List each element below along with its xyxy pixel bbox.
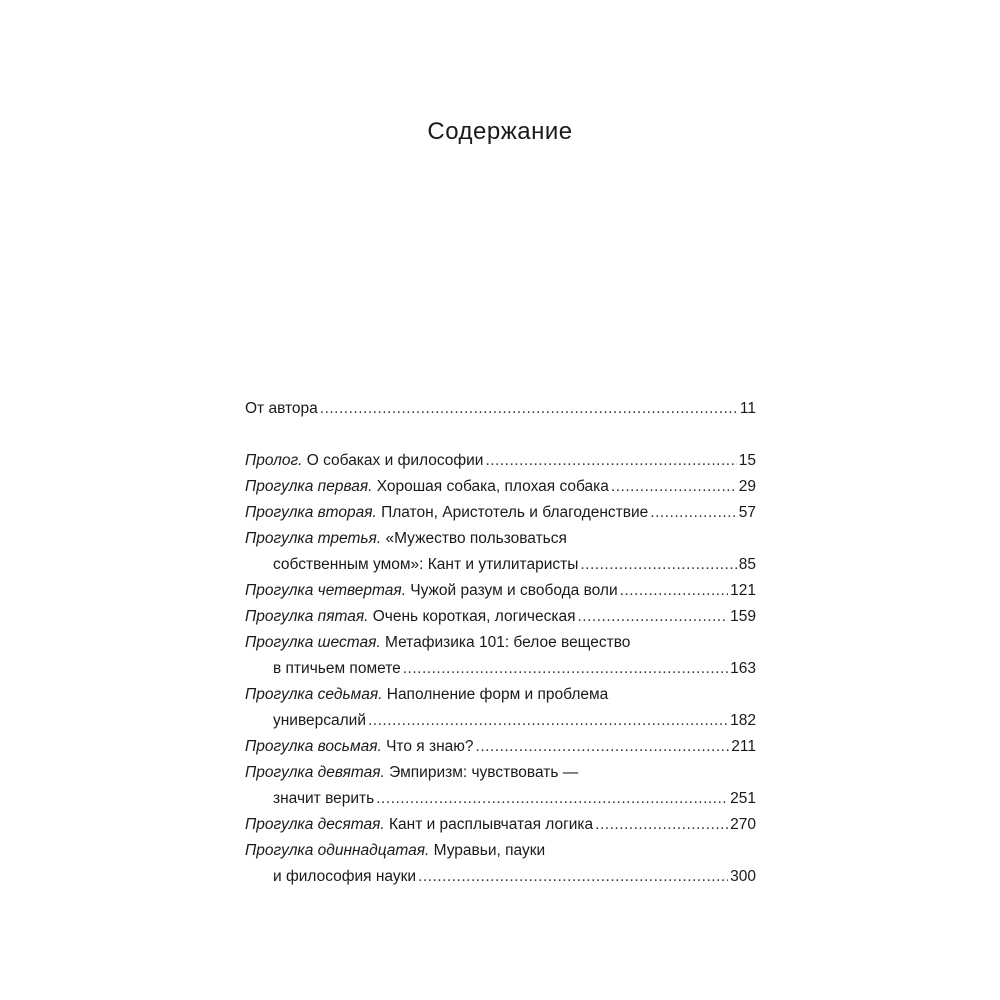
leader-dots	[320, 396, 738, 422]
leader-dots	[578, 604, 729, 630]
page-number: 270	[730, 816, 756, 833]
page-number: 300	[730, 868, 756, 885]
toc-entry-walk-9-cont	[273, 786, 756, 812]
entry-title: Платон, Аристотель и благоденствие	[376, 504, 649, 521]
toc-entry-prologue	[245, 448, 756, 474]
entry-title-cont: собственным умом»: Кант и утилитаристы	[273, 556, 579, 573]
leader-dots	[611, 474, 737, 500]
entry-title: Муравьи, пауки	[429, 842, 546, 859]
toc-entry-walk-6	[245, 630, 756, 656]
entry-lead: Прогулка шестая.	[245, 634, 381, 651]
entry-title: Что я знаю?	[381, 738, 474, 755]
page-number: 159	[730, 608, 756, 625]
page-number: 11	[739, 400, 756, 417]
page-number: 57	[738, 504, 756, 521]
entry-lead: Прогулка десятая.	[245, 816, 385, 833]
entry-title-cont: значит верить	[273, 790, 375, 807]
page-number: 251	[730, 790, 756, 807]
toc-entry-walk-1	[245, 474, 756, 500]
toc-entry-walk-7-cont	[273, 708, 756, 734]
leader-dots	[580, 552, 736, 578]
toc-entry-walk-3-cont	[273, 552, 756, 578]
entry-title: От автора	[245, 400, 318, 417]
entry-lead: Прогулка девятая.	[245, 764, 385, 781]
toc-entry-walk-2	[245, 500, 756, 526]
entry-title: Метафизика 101: белое вещество	[380, 634, 631, 651]
entry-lead: Прогулка вторая.	[245, 504, 377, 521]
page-number: 29	[738, 478, 756, 495]
toc-entry-author	[245, 396, 756, 422]
entry-lead: Прогулка четвертая.	[245, 582, 406, 599]
leader-dots	[368, 708, 728, 734]
entry-title: Хорошая собака, плохая собака	[372, 478, 609, 495]
page-number: 182	[730, 712, 756, 729]
entry-title-cont: универсалий	[273, 712, 366, 729]
page-number: 121	[730, 582, 756, 599]
leader-dots	[376, 786, 728, 812]
toc-entry-walk-11	[245, 838, 756, 864]
entry-lead: Прогулка седьмая.	[245, 686, 383, 703]
entry-lead: Прогулка восьмая.	[245, 738, 382, 755]
entry-lead: Прогулка третья.	[245, 530, 382, 547]
page-number: 15	[738, 452, 756, 469]
toc-entry-walk-9	[245, 760, 756, 786]
leader-dots	[485, 448, 736, 474]
toc-entry-walk-10	[245, 812, 756, 838]
entry-lead: Прогулка одиннадцатая.	[245, 842, 430, 859]
entry-title: О собаках и философии	[302, 452, 484, 469]
entry-title: Кант и расплывчатая логика	[384, 816, 594, 833]
toc-entry-walk-3	[245, 526, 756, 552]
entry-lead: Прогулка первая.	[245, 478, 373, 495]
entry-title: Эмпиризм: чувствовать —	[384, 764, 579, 781]
entry-title: Чужой разум и свобода воли	[406, 582, 618, 599]
page-number: 163	[730, 660, 756, 677]
toc-entry-walk-11-cont	[273, 864, 756, 890]
page-number: 211	[731, 738, 756, 755]
entry-title-cont: в птичьем помете	[273, 660, 401, 677]
entry-title-cont: и философия науки	[273, 868, 417, 885]
toc-entry-walk-6-cont	[273, 656, 756, 682]
page-number: 85	[738, 556, 756, 573]
page-title: Содержание	[427, 118, 573, 145]
leader-dots	[620, 578, 729, 604]
leader-dots	[476, 734, 730, 760]
entry-title: Очень короткая, логическая	[368, 608, 576, 625]
entry-title: Наполнение форм и проблема	[382, 686, 609, 703]
leader-dots	[650, 500, 736, 526]
leader-dots	[418, 864, 728, 890]
entry-lead: Пролог.	[245, 452, 303, 469]
toc-entry-walk-4	[245, 578, 756, 604]
leader-dots	[595, 812, 728, 838]
toc-entry-walk-7	[245, 682, 756, 708]
toc-entry-walk-8	[245, 734, 756, 760]
leader-dots	[403, 656, 728, 682]
toc-entry-walk-5	[245, 604, 756, 630]
entry-title: «Мужество пользоваться	[381, 530, 567, 547]
entry-lead: Прогулка пятая.	[245, 608, 369, 625]
